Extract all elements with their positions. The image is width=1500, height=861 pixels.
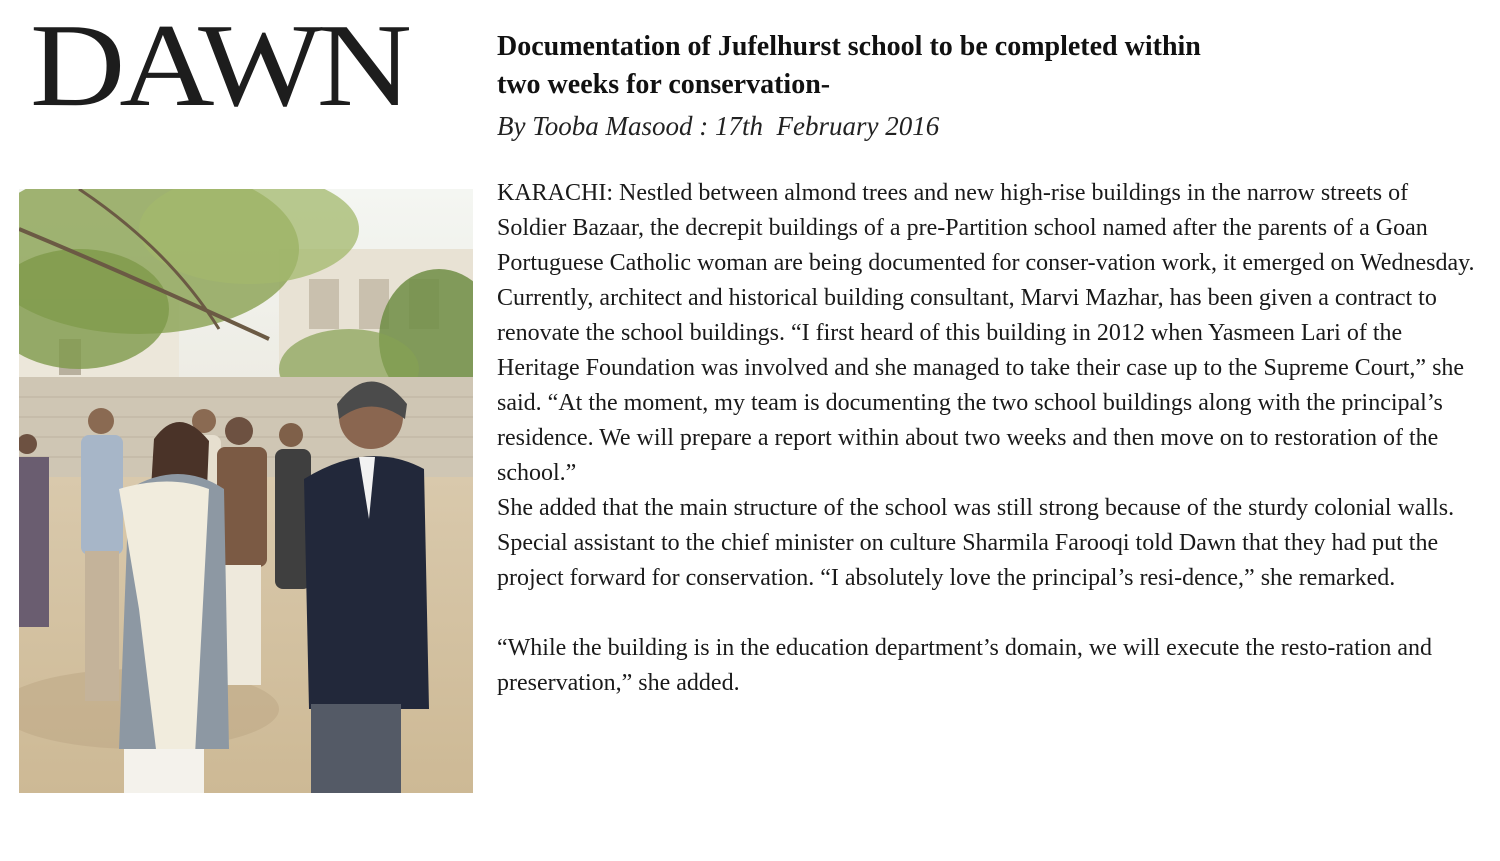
- headline-line-2: two weeks for conservation-: [497, 69, 831, 100]
- article-paragraph-5: “While the building is in the education department’s domain, we will execute the resto-ration and preservation,” she added.: [497, 635, 1433, 696]
- article-paragraph-2: Currently, architect and historical building consultant, Marvi Mazhar, has been given a contract to renovate the school buildings. “I first heard of this building in 2012 when Yasmeen Lari of the Heritage Foundation was involved and she managed to take their case up to the Supreme Court,” she said. “At the moment, my team is documenting the two school buildings along with the principal’s residence. We will prepare a report within about two weeks and then move on to restoration of the school.”: [497, 285, 1465, 486]
- article-photo: [19, 189, 473, 793]
- byline: By Tooba Masood : 17th February 2016: [497, 111, 940, 141]
- article-body: [497, 176, 1482, 701]
- masthead-logo: DAWN: [30, 0, 406, 132]
- article-paragraph-4: Special assistant to the chief minister on culture Sharmila Farooqi told Dawn that they had put the project forward for conservation. “I absolutely love the principal’s resi-dence,” she remarked.: [497, 530, 1439, 591]
- headline-line-1: Documentation of Jufelhurst school to be completed within: [497, 31, 1201, 62]
- article-paragraph-3: She added that the main structure of the school was still strong because of the sturdy colonial walls.: [497, 495, 1455, 521]
- news-photo-icon: [19, 189, 473, 793]
- headline: [497, 28, 1397, 104]
- article-paragraph-1: KARACHI: Nestled between almond trees and new high-rise buildings in the narrow streets of Soldier Bazaar, the decrepit buildings of a pre-Partition school named after the parents of a Goan Portuguese Catholic woman are being documented for conser-vation work, it emerged on Wednesday.: [497, 180, 1475, 276]
